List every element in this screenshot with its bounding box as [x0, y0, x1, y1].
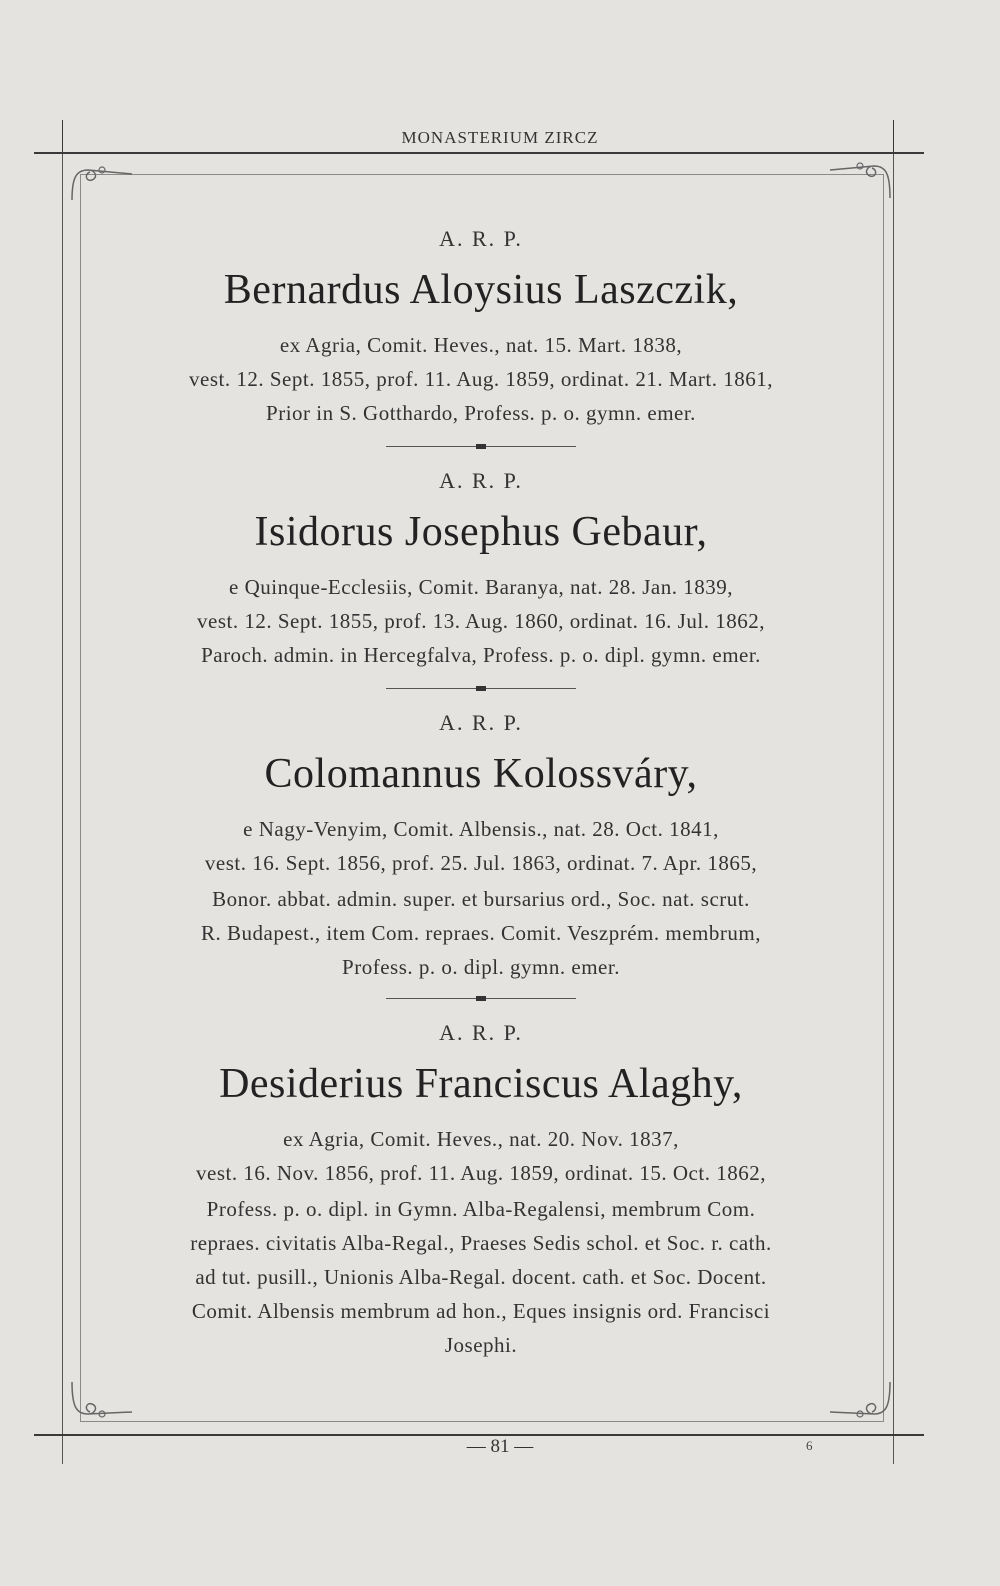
- entry-name: Isidorus Josephus Gebaur,: [254, 509, 708, 555]
- entry-line: vest. 16. Sept. 1856, prof. 25. Jul. 1863, ordinat. 7. Apr. 1865,: [204, 851, 758, 875]
- entry-line: Comit. Albensis membrum ad hon., Eques insignis ord. Francisci: [191, 1299, 771, 1323]
- entry-line: ad tut. pusill., Unionis Alba-Regal. docent. cath. et Soc. Docent.: [195, 1265, 767, 1289]
- entry-kolossvary: [100, 708, 862, 982]
- entry-line: e Nagy-Venyim, Comit. Albensis., nat. 28. Oct. 1841,: [243, 817, 719, 841]
- entry-line: vest. 16. Nov. 1856, prof. 11. Aug. 1859, ordinat. 15. Oct. 1862,: [196, 1161, 766, 1185]
- entry-line: ex Agria, Comit. Heves., nat. 20. Nov. 1837,: [283, 1127, 679, 1151]
- entry-line: repraes. civitatis Alba-Regal., Praeses Sedis schol. et Soc. r. cath.: [190, 1231, 772, 1255]
- entry-line: vest. 12. Sept. 1855, prof. 13. Aug. 1860, ordinat. 16. Jul. 1862,: [197, 609, 765, 633]
- entry-line: R. Budapest., item Com. repraes. Comit. Veszprém. membrum,: [201, 921, 761, 945]
- header-rule: [34, 152, 924, 154]
- signature-mark: 6: [806, 1438, 813, 1453]
- entry-prefix: A. R. P.: [439, 468, 523, 493]
- separator-rule: [386, 990, 576, 1008]
- ornament-top-right-icon: [826, 156, 896, 202]
- entry-line: Paroch. admin. in Hercegfalva, Profess. p. o. dipl. gymn. emer.: [201, 643, 761, 667]
- entry-name: Desiderius Franciscus Alaghy,: [219, 1061, 743, 1107]
- header-tick-right: [893, 120, 894, 154]
- entry-laszczik: [100, 224, 862, 430]
- entry-line: Bonor. abbat. admin. super. et bursarius ord., Soc. nat. scrut.: [212, 887, 750, 911]
- ornament-bottom-left-icon: [66, 1378, 136, 1424]
- ornament-bottom-right-icon: [826, 1378, 896, 1424]
- entry-alaghy: [100, 1018, 862, 1360]
- page-content: [100, 224, 862, 1360]
- entry-line: Prior in S. Gotthardo, Profess. p. o. gymn. emer.: [266, 401, 696, 425]
- entry-name: Colomannus Kolossváry,: [264, 751, 698, 797]
- entry-prefix: A. R. P.: [439, 1020, 523, 1045]
- entry-line: vest. 12. Sept. 1855, prof. 11. Aug. 1859, ordinat. 21. Mart. 1861,: [189, 367, 773, 391]
- entry-prefix: A. R. P.: [439, 226, 523, 251]
- entry-line: Profess. p. o. dipl. gymn. emer.: [342, 955, 620, 979]
- page-number: — 81 —: [466, 1436, 534, 1457]
- entry-name: Bernardus Aloysius Laszczik,: [223, 267, 739, 313]
- entry-line: e Quinque-Ecclesiis, Comit. Baranya, nat. 28. Jan. 1839,: [229, 575, 733, 599]
- left-vertical-rule: [62, 154, 63, 1464]
- separator-rule: [386, 680, 576, 698]
- entry-line: Josephi.: [444, 1333, 518, 1357]
- right-vertical-rule: [893, 154, 894, 1464]
- entry-prefix: A. R. P.: [439, 710, 523, 735]
- ornament-top-left-icon: [66, 160, 136, 206]
- running-header: MONASTERIUM ZIRCZ: [401, 128, 599, 147]
- separator-rule: [386, 438, 576, 456]
- entry-gebaur: [100, 466, 862, 672]
- entry-line: Profess. p. o. dipl. in Gymn. Alba-Regalensi, membrum Com.: [206, 1197, 756, 1221]
- header-tick-left: [62, 120, 63, 154]
- entry-line: ex Agria, Comit. Heves., nat. 15. Mart. 1838,: [279, 333, 683, 357]
